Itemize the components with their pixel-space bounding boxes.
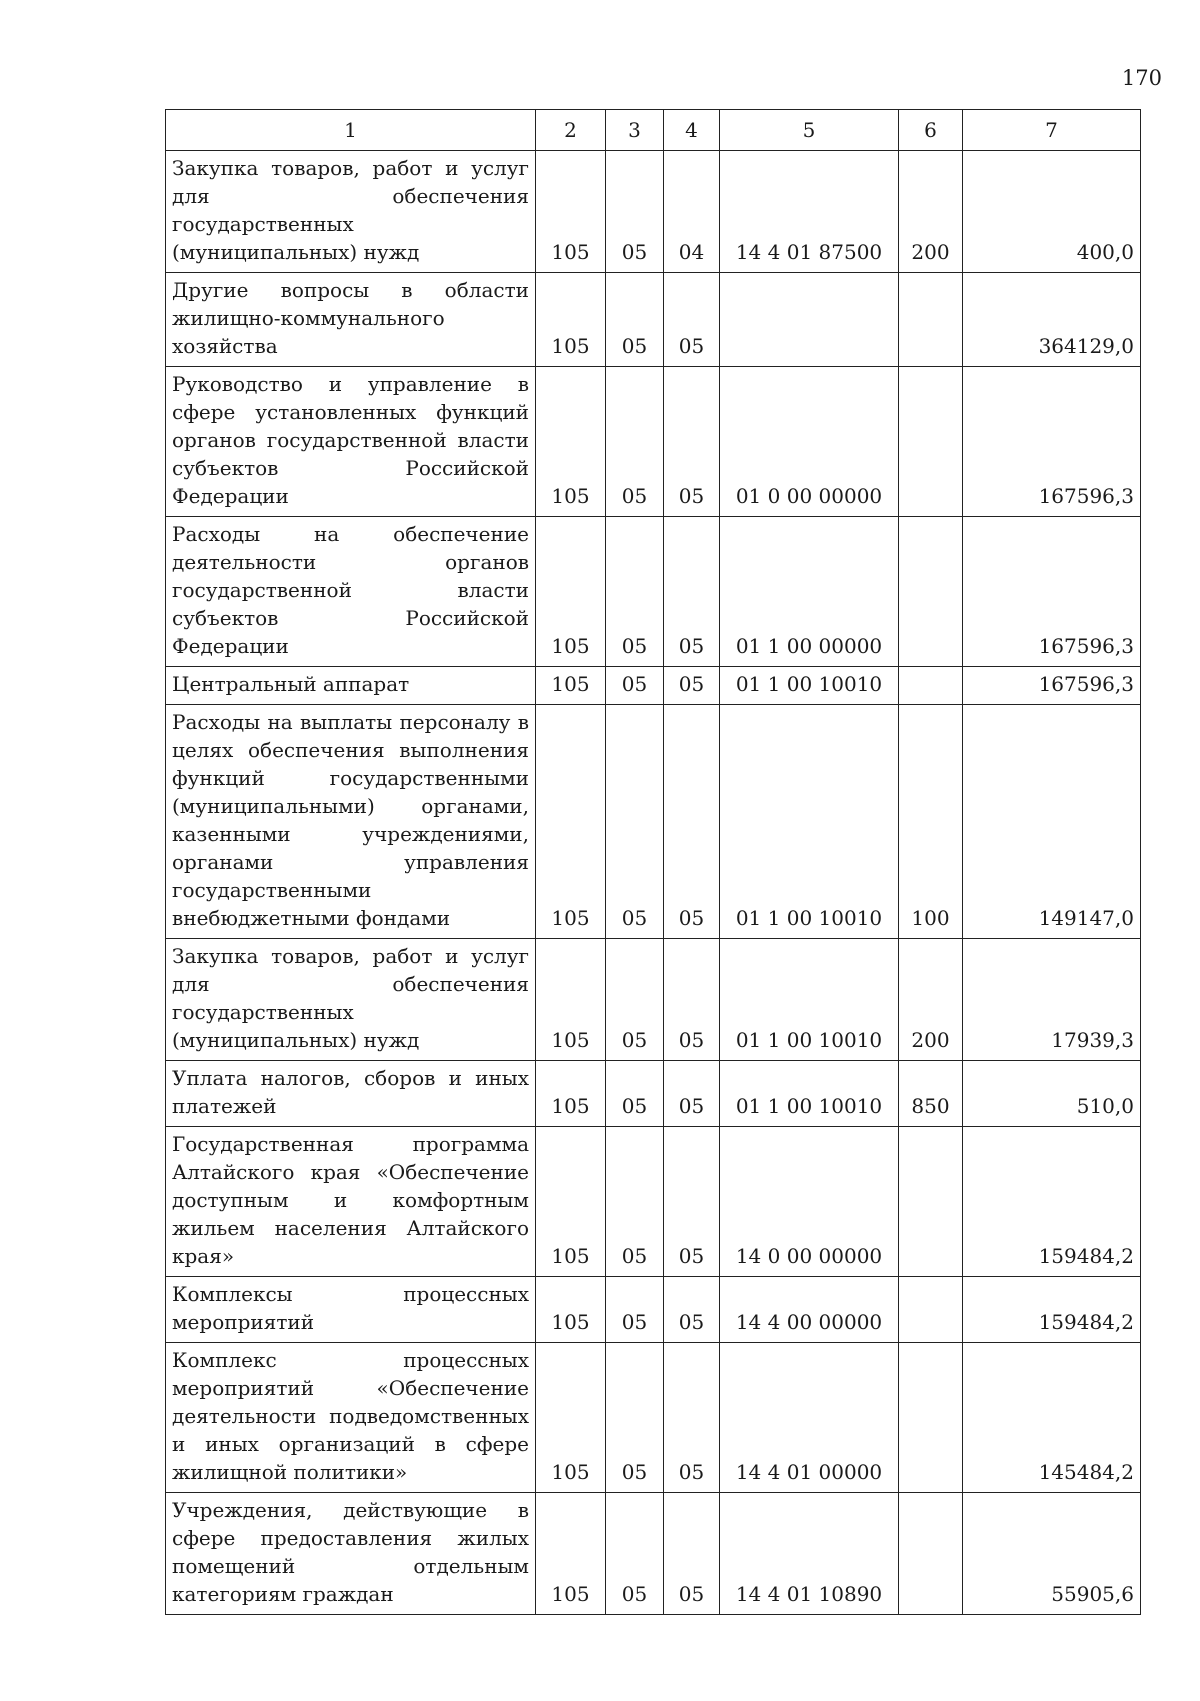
budget-item-name: Государственная программа Алтайского края «Обеспечение доступным и комфортным жильем населения Алтайского края» [166, 1127, 536, 1277]
expense-type-code [899, 667, 963, 705]
expense-type-code [899, 1493, 963, 1615]
subsection-code: 05 [664, 273, 720, 367]
subsection-code: 05 [664, 1127, 720, 1277]
amount-value: 167596,3 [963, 667, 1141, 705]
subsection-code: 05 [664, 1493, 720, 1615]
section-code: 05 [606, 367, 664, 517]
expense-type-code: 850 [899, 1061, 963, 1127]
amount-value: 55905,6 [963, 1493, 1141, 1615]
table-row [166, 1343, 1141, 1493]
expense-type-code: 200 [899, 939, 963, 1061]
ministry-code: 105 [536, 1277, 606, 1343]
target-article-code: 01 1 00 00000 [720, 517, 899, 667]
header-row [166, 110, 1141, 151]
expense-type-code [899, 517, 963, 667]
budget-item-name: Центральный аппарат [166, 667, 536, 705]
amount-value: 400,0 [963, 151, 1141, 273]
section-code: 05 [606, 517, 664, 667]
budget-item-name: Закупка товаров, работ и услуг для обеспечения государственных (муниципальных) нужд [166, 151, 536, 273]
target-article-code: 01 0 00 00000 [720, 367, 899, 517]
subsection-code: 05 [664, 1343, 720, 1493]
section-code: 05 [606, 151, 664, 273]
table-row [166, 273, 1141, 367]
target-article-code: 14 0 00 00000 [720, 1127, 899, 1277]
section-code: 05 [606, 705, 664, 939]
amount-value: 167596,3 [963, 367, 1141, 517]
budget-item-name: Учреждения, действующие в сфере предоставления жилых помещений отдельным категориям граждан [166, 1493, 536, 1615]
target-article-code: 14 4 01 87500 [720, 151, 899, 273]
subsection-code: 04 [664, 151, 720, 273]
budget-item-name: Руководство и управление в сфере установленных функций органов государственной власти субъектов Российской Федерации [166, 367, 536, 517]
ministry-code: 105 [536, 151, 606, 273]
expense-type-code [899, 273, 963, 367]
ministry-code: 105 [536, 1343, 606, 1493]
target-article-code: 01 1 00 10010 [720, 939, 899, 1061]
subsection-code: 05 [664, 705, 720, 939]
budget-item-name: Расходы на обеспечение деятельности органов государственной власти субъектов Российской Федерации [166, 517, 536, 667]
table-row [166, 151, 1141, 273]
budget-item-name: Расходы на выплаты персоналу в целях обеспечения выполнения функций государственными (муниципальными) органами, казенными учреждениями, органами управления государственными внебюджетными фондами [166, 705, 536, 939]
target-article-code: 01 1 00 10010 [720, 705, 899, 939]
subsection-code: 05 [664, 667, 720, 705]
section-code: 05 [606, 667, 664, 705]
table-row [166, 939, 1141, 1061]
budget-table [165, 109, 1141, 1615]
table-row [166, 667, 1141, 705]
expense-type-code [899, 1277, 963, 1343]
budget-item-name: Уплата налогов, сборов и иных платежей [166, 1061, 536, 1127]
section-code: 05 [606, 939, 664, 1061]
column-header: 3 [606, 110, 664, 151]
expense-type-code [899, 367, 963, 517]
budget-item-name: Комплекс процессных мероприятий «Обеспечение деятельности подведомственных и иных организаций в сфере жилищной политики» [166, 1343, 536, 1493]
table-row [166, 1127, 1141, 1277]
ministry-code: 105 [536, 1127, 606, 1277]
ministry-code: 105 [536, 273, 606, 367]
section-code: 05 [606, 1277, 664, 1343]
budget-item-name: Комплексы процессных мероприятий [166, 1277, 536, 1343]
ministry-code: 105 [536, 667, 606, 705]
section-code: 05 [606, 1061, 664, 1127]
amount-value: 364129,0 [963, 273, 1141, 367]
table-row [166, 517, 1141, 667]
table-row [166, 1493, 1141, 1615]
budget-item-name: Закупка товаров, работ и услуг для обеспечения государственных (муниципальных) нужд [166, 939, 536, 1061]
target-article-code [720, 273, 899, 367]
page-number: 170 [1121, 66, 1162, 90]
expense-type-code: 200 [899, 151, 963, 273]
column-header: 2 [536, 110, 606, 151]
target-article-code: 01 1 00 10010 [720, 1061, 899, 1127]
column-header: 6 [899, 110, 963, 151]
amount-value: 145484,2 [963, 1343, 1141, 1493]
amount-value: 159484,2 [963, 1277, 1141, 1343]
amount-value: 17939,3 [963, 939, 1141, 1061]
subsection-code: 05 [664, 367, 720, 517]
target-article-code: 01 1 00 10010 [720, 667, 899, 705]
ministry-code: 105 [536, 705, 606, 939]
ministry-code: 105 [536, 1493, 606, 1615]
target-article-code: 14 4 01 00000 [720, 1343, 899, 1493]
table-row [166, 367, 1141, 517]
section-code: 05 [606, 273, 664, 367]
amount-value: 159484,2 [963, 1127, 1141, 1277]
expense-type-code [899, 1127, 963, 1277]
section-code: 05 [606, 1127, 664, 1277]
ministry-code: 105 [536, 517, 606, 667]
budget-item-name: Другие вопросы в области жилищно-коммунального хозяйства [166, 273, 536, 367]
subsection-code: 05 [664, 1061, 720, 1127]
subsection-code: 05 [664, 517, 720, 667]
expense-type-code: 100 [899, 705, 963, 939]
amount-value: 149147,0 [963, 705, 1141, 939]
section-code: 05 [606, 1343, 664, 1493]
subsection-code: 05 [664, 939, 720, 1061]
ministry-code: 105 [536, 1061, 606, 1127]
column-header: 4 [664, 110, 720, 151]
expense-type-code [899, 1343, 963, 1493]
column-header: 7 [963, 110, 1141, 151]
ministry-code: 105 [536, 367, 606, 517]
column-header: 5 [720, 110, 899, 151]
table-row [166, 705, 1141, 939]
target-article-code: 14 4 00 00000 [720, 1277, 899, 1343]
table-row [166, 1061, 1141, 1127]
subsection-code: 05 [664, 1277, 720, 1343]
amount-value: 510,0 [963, 1061, 1141, 1127]
amount-value: 167596,3 [963, 517, 1141, 667]
target-article-code: 14 4 01 10890 [720, 1493, 899, 1615]
column-header: 1 [166, 110, 536, 151]
table-row [166, 1277, 1141, 1343]
section-code: 05 [606, 1493, 664, 1615]
ministry-code: 105 [536, 939, 606, 1061]
